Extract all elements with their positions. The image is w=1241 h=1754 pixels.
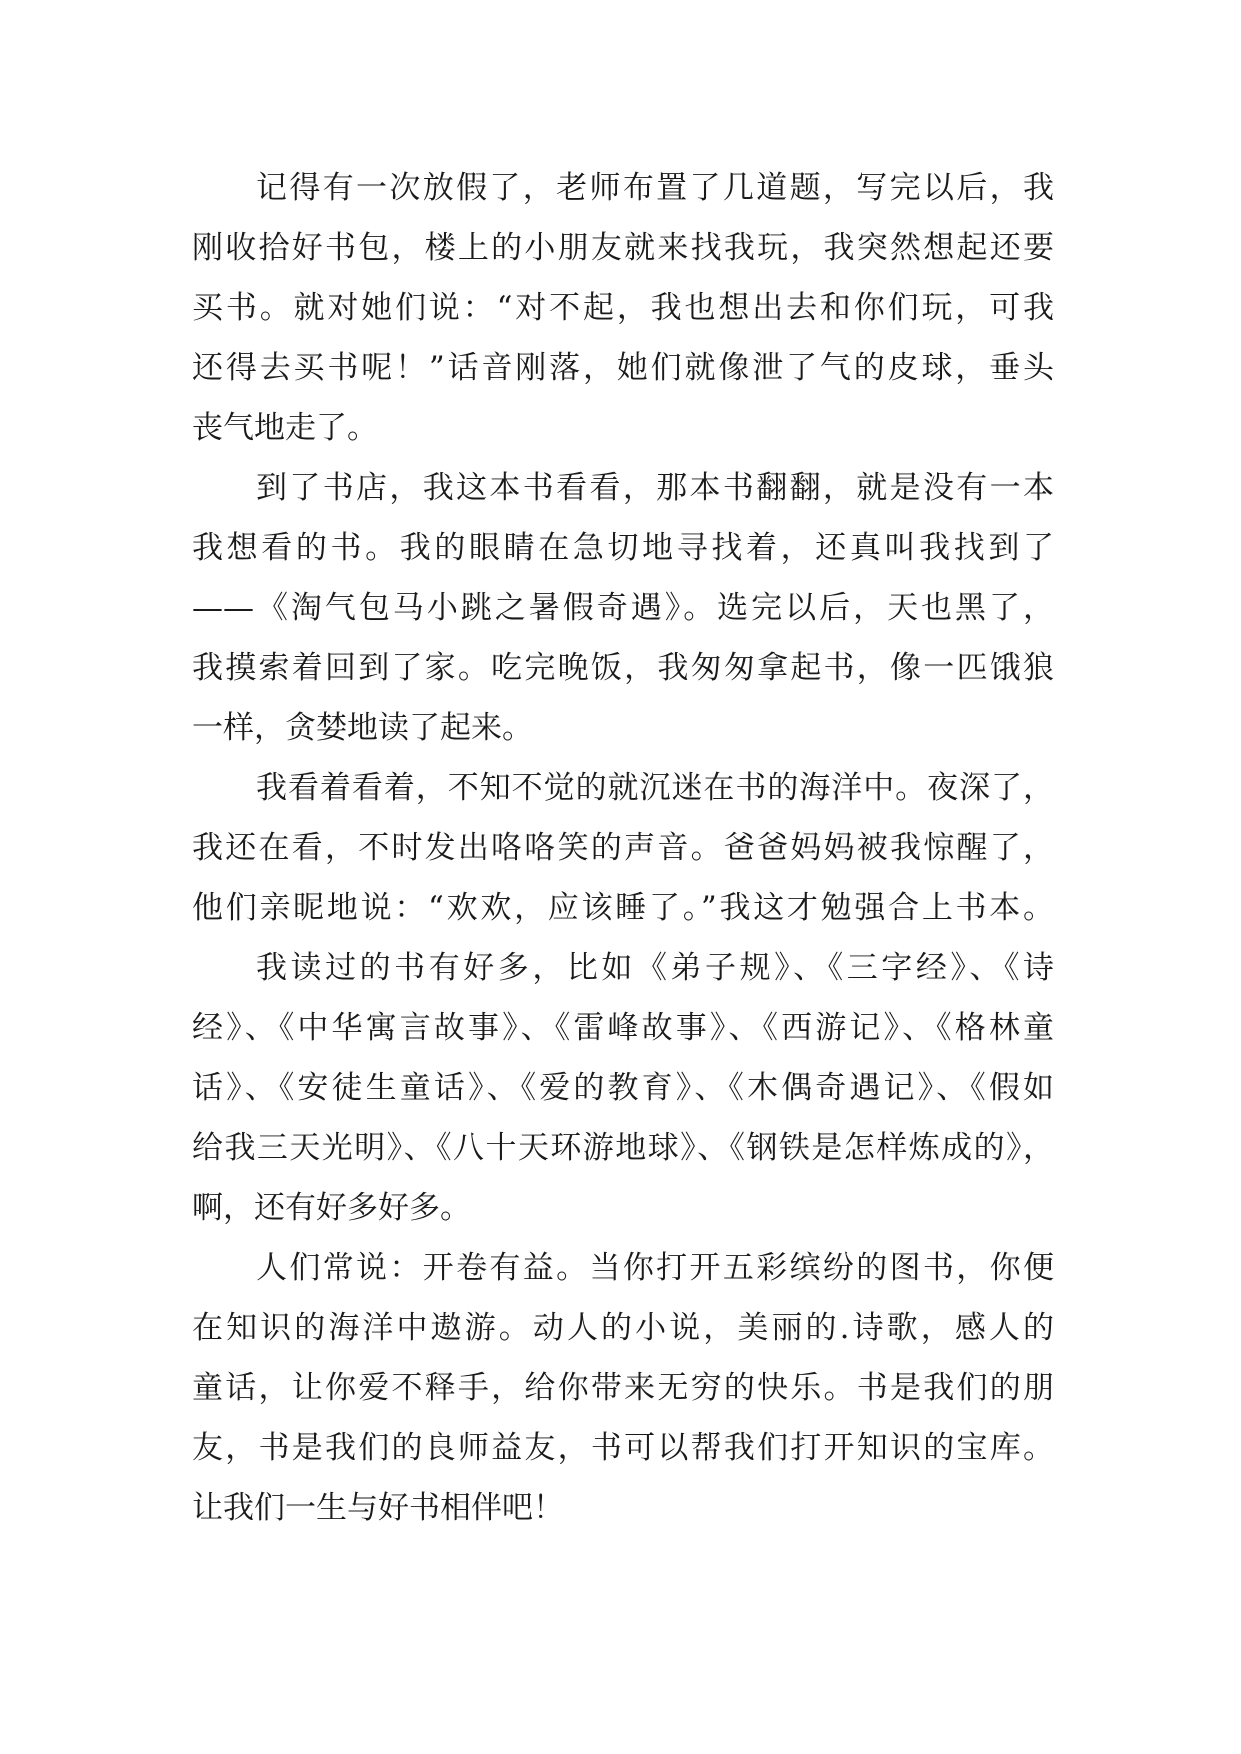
paragraph-4 [192,938,1054,1238]
paragraph-line: 一样，贪婪地读了起来。 [192,710,533,746]
paragraph-line: 买书。就对她们说：“对不起，我也想出去和你们玩，可我 [192,290,1054,326]
paragraph-line: 我想看的书。我的眼睛在急切地寻找着，还真叫我找到了 [192,530,1054,566]
paragraph-line: 我还在看，不时发出咯咯笑的声音。爸爸妈妈被我惊醒了， [192,830,1054,866]
paragraph-line: 他们亲昵地说：“欢欢，应该睡了。”我这才勉强合上书本。 [192,890,1054,926]
paragraph-line: 还得去买书呢！”话音刚落，她们就像泄了气的皮球，垂头 [192,350,1054,386]
paragraph-line: 我摸索着回到了家。吃完晚饭，我匆匆拿起书，像一匹饿狼 [192,650,1054,686]
paragraph-line: 刚收拾好书包，楼上的小朋友就来找我玩，我突然想起还要 [192,230,1054,266]
paragraph-1 [192,158,1054,458]
paragraph-line: 话》、《安徒生童话》、《爱的教育》、《木偶奇遇记》、《假如 [192,1070,1054,1106]
paragraph-line: ——《淘气包马小跳之暑假奇遇》。选完以后，天也黑了， [192,590,1054,626]
paragraph-3 [192,758,1054,938]
paragraph-line: 我读过的书有好多，比如《弟子规》、《三字经》、《诗 [256,950,1054,986]
paragraph-line: 到了书店，我这本书看看，那本书翻翻，就是没有一本 [256,470,1054,506]
paragraph-line: 啊，还有好多好多。 [192,1190,471,1226]
paragraph-line: 丧气地走了。 [192,410,378,446]
paragraph-line: 人们常说：开卷有益。当你打开五彩缤纷的图书，你便 [256,1250,1054,1286]
paragraph-2 [192,458,1054,758]
paragraph-line: 经》、《中华寓言故事》、《雷峰故事》、《西游记》、《格林童 [192,1010,1054,1046]
document-body [192,158,1054,1538]
paragraph-line: 记得有一次放假了，老师布置了几道题，写完以后，我 [256,170,1054,206]
paragraph-line: 友，书是我们的良师益友，书可以帮我们打开知识的宝库。 [192,1430,1054,1466]
paragraph-line: 让我们一生与好书相伴吧！ [192,1490,564,1526]
paragraph-line: 我看着看着，不知不觉的就沉迷在书的海洋中。夜深了， [256,770,1054,806]
paragraph-line: 在知识的海洋中遨游。动人的小说，美丽的.诗歌，感人的 [192,1310,1054,1346]
paragraph-line: 童话，让你爱不释手，给你带来无穷的快乐。书是我们的朋 [192,1370,1054,1406]
paragraph-line: 给我三天光明》、《八十天环游地球》、《钢铁是怎样炼成的》， [192,1130,1054,1166]
paragraph-5 [192,1238,1054,1538]
